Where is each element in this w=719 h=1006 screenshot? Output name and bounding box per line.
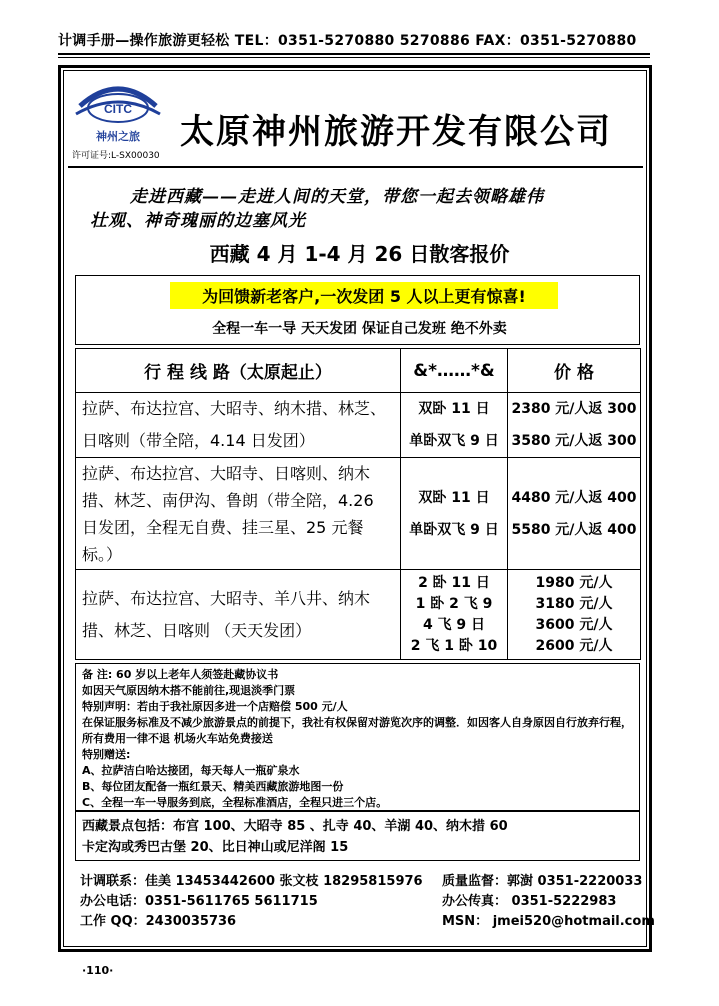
contact-right: MSN： jmei520@hotmail.com — [442, 914, 655, 929]
table-row — [76, 570, 641, 660]
logo-mark: CITC — [104, 102, 132, 116]
option-item: 单卧双飞 9 日 — [409, 433, 499, 449]
page-title: 西藏 4 月 1-4 月 26 日散客报价 — [209, 242, 510, 266]
spots-box — [75, 811, 640, 861]
logo-caption: 神州之旅 — [96, 130, 140, 143]
note-line: 特别声明：若由于我社原因多进一个店赔偿 500 元/人 — [82, 700, 348, 713]
header-rule-thin — [58, 57, 650, 58]
contact-left: 计调联系：佳美 13453442600 张文枝 18295815976 — [80, 874, 423, 889]
option-item: 1 卧 2 飞 9 — [415, 595, 493, 612]
option-item: 双卧 11 日 — [418, 489, 490, 506]
price-cell — [508, 458, 641, 570]
citc-logo-icon — [70, 78, 166, 148]
slogan-line-2: 壮观、神奇瑰丽的边塞风光 — [90, 211, 306, 231]
price-cell — [508, 393, 641, 458]
header-route: 行 程 线 路（太原起止） — [76, 349, 401, 393]
header-price: 价 格 — [508, 349, 641, 393]
contact-row — [80, 912, 655, 932]
route-cell: 拉萨、布达拉宫、大昭寺、羊八井、纳木措、林芝、日喀则 （天天发团） — [76, 570, 401, 660]
note-line: 如因天气原因纳木搭不能前往,现退淡季门票 — [82, 684, 296, 697]
price-item: 3580 元/人返 300 — [511, 433, 637, 449]
spots-line-2: 卡定沟或秀巴古堡 20、比日神山或尼洋阁 15 — [82, 840, 349, 855]
company-name: 太原神州旅游开发有限公司 — [180, 112, 612, 152]
price-cell — [508, 570, 641, 660]
page-number: ·110· — [82, 964, 114, 977]
option-cell — [401, 393, 508, 458]
note-line: C、全程一车一导服务到底，全程标准酒店，全程只进三个店。 — [82, 796, 388, 809]
header-option: &*……*& — [401, 349, 508, 393]
license-number: 许可证号:L-SX00030 — [72, 151, 160, 161]
option-item: 2 卧 11 日 — [418, 574, 490, 591]
contact-left: 办公电话：0351-5611765 5611715 — [80, 894, 318, 909]
option-item: 单卧双飞 9 日 — [409, 521, 499, 538]
contact-right: 办公传真： 0351-5222983 — [442, 894, 617, 909]
slogan-line-1: 走进西藏——走进人间的天堂，带您一起去领略雄伟 — [130, 187, 544, 207]
contact-right: 质量监督：郭澍 0351-2220033 — [442, 874, 643, 889]
contact-left: 工作 QQ：2430035736 — [80, 914, 237, 929]
price-item: 2380 元/人返 300 — [511, 401, 637, 417]
option-cell — [401, 570, 508, 660]
note-line: 在保证服务标准及不减少旅游景点的前提下，我社有权保留对游览次序的调整．如因客人自身原因自行放弃行程，所有费用一律不退 机场火车站免费接送 — [82, 716, 632, 745]
price-item: 5580 元/人返 400 — [511, 521, 637, 538]
contact-row — [80, 892, 645, 912]
note-line: B、每位团友配备一瓶红景天、精美西藏旅游地图一份 — [82, 780, 344, 793]
note-line: 备 注: 60 岁以上老年人须签赴藏协议书 — [82, 668, 279, 681]
header-contact-line: 计调手册—操作旅游更轻松 TEL：0351-5270880 5270886 FAX：0351-5270880 — [58, 33, 637, 49]
option-item: 2 飞 1 卧 10 — [410, 637, 498, 654]
route-cell: 拉萨、布达拉宫、大昭寺、日喀则、纳木措、林芝、南伊沟、鲁朗（带全陪，4.26 日发团，全程无自费、挂三星、25 元餐标。） — [76, 458, 401, 570]
price-item: 4480 元/人返 400 — [511, 489, 637, 506]
option-item: 双卧 11 日 — [418, 401, 490, 417]
price-item: 1980 元/人 — [535, 574, 613, 591]
table-row — [76, 458, 641, 570]
price-item: 2600 元/人 — [535, 637, 613, 654]
price-item: 3180 元/人 — [535, 595, 613, 612]
route-price-table — [75, 348, 641, 660]
route-cell: 拉萨、布达拉宫、大昭寺、纳木措、林芝、日喀则（带全陪，4.14 日发团） — [76, 393, 401, 458]
spots-line-1: 西藏景点包括：布宫 100、大昭寺 85 、扎寺 40、羊湖 40、纳木措 60 — [82, 819, 508, 834]
option-item: 4 飞 9 日 — [422, 616, 486, 633]
contact-row — [80, 872, 645, 892]
table-row — [76, 393, 641, 458]
title-rule — [68, 166, 643, 168]
promo-line-2: 全程一车一导 天天发团 保证自己发班 绝不外卖 — [212, 321, 507, 337]
notes-box — [75, 663, 640, 811]
note-line: A、拉萨洁白哈达接团，每天每人一瓶矿泉水 — [82, 764, 300, 777]
table-header-row — [76, 349, 641, 393]
promo-line-1: 为回馈新老客户,一次发团 5 人以上更有惊喜! — [202, 287, 526, 306]
option-cell — [401, 458, 508, 570]
price-item: 3600 元/人 — [535, 616, 613, 633]
header-rule — [58, 53, 650, 55]
contact-block — [80, 872, 655, 932]
note-line: 特别赠送: — [82, 748, 131, 761]
